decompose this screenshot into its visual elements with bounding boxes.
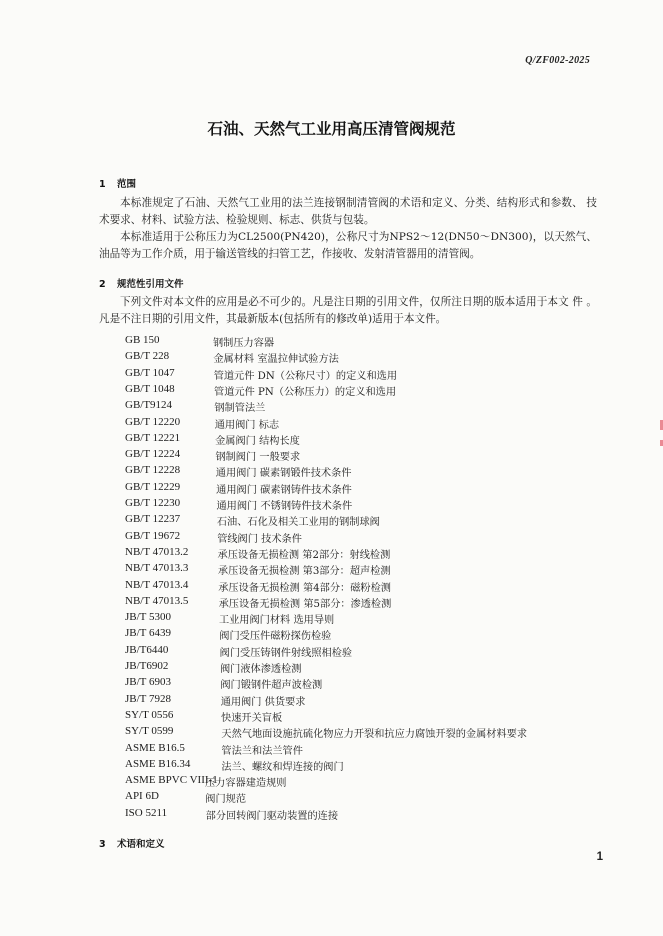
- reference-code: GB/T 12229: [125, 480, 181, 493]
- reference-title: 通用阀门 碳素钢铸件技术条件: [216, 484, 352, 496]
- reference-title: 阀门规范: [205, 794, 247, 806]
- reference-title: 管法兰和法兰管件: [221, 745, 303, 757]
- section-number: 3: [99, 839, 106, 850]
- reference-code: GB/T 12221: [125, 431, 181, 444]
- section-number: 1: [99, 179, 106, 190]
- reference-code: GB/T 12224: [125, 448, 181, 461]
- reference-title: 阀门液体渗透检测: [220, 664, 302, 675]
- reference-code: NB/T 47013.2: [125, 545, 189, 558]
- section-heading-scope: [99, 176, 136, 190]
- reference-title: 管道元件 DN（公称尺寸）的定义和选用: [213, 370, 398, 382]
- reference-title: 压力容器建造规则: [205, 778, 287, 790]
- reference-title: 承压设备无损检测 第3部分：超声检测: [217, 566, 391, 578]
- reference-code: JB/T 6903: [125, 676, 171, 689]
- reference-title: 通用阀门 不锈钢铸件技术条件: [216, 501, 353, 512]
- scope-paragraph-1: 本标准规定了石油、天然气工业用的法兰连接钢制清管阀的术语和定义、分类、结构形式和参数、 技术要求、材料、试验方法、检验规则、标志、供货与包装。: [99, 197, 597, 226]
- reference-title: 阀门受压铸钢件射线照相检验: [219, 647, 353, 659]
- reference-code: JB/T 5300: [125, 611, 171, 624]
- reference-code: JB/T6440: [125, 643, 169, 656]
- normative-intro: 下列文件对本文件的应用是必不可少的。凡是注日期的引用文件，仅所注日期的版本适用于本文 件 。凡是不注日期的引用文件，其最新版本(包括所有的修改单)适用于本文件。: [99, 296, 597, 325]
- reference-title: 金属材料 室温拉伸试验方法: [213, 354, 339, 366]
- document-id: Q/ZF002-2025: [525, 55, 590, 66]
- reference-title: 钢制管法兰: [214, 403, 266, 415]
- reference-code: GB/T 1048: [125, 382, 175, 395]
- reference-code: JB/T 7928: [125, 692, 171, 705]
- document-title: 石油、天然气工业用高压清管阀规范: [207, 120, 456, 138]
- reference-title: 钢制压力容器: [213, 338, 275, 349]
- reference-code: SY/T 0556: [125, 708, 174, 721]
- reference-code: GB/T 12230: [125, 497, 181, 509]
- reference-title: 承压设备无损检测 第4部分：磁粉检测: [218, 582, 391, 594]
- reference-title: 天然气地面设施抗硫化物应力开裂和抗应力腐蚀开裂的金属材料要求: [221, 729, 528, 741]
- reference-title: 通用阀门 标志: [214, 419, 280, 431]
- reference-title: 通用阀门 供货要求: [220, 696, 306, 708]
- reference-title: 工业用阀门材料 选用导则: [218, 615, 335, 627]
- reference-title: 金属阀门 结构长度: [215, 435, 300, 447]
- reference-title: 管线阀门 技术条件: [217, 533, 302, 545]
- reference-code: ISO 5211: [125, 806, 168, 819]
- scope-paragraph-2: 本标准适用于公称压力为CL2500(PN420)，公称尺寸为NPS2～12(DN50～DN300)，以天然气、油品等为工作介质，用于输送管线的扫管工艺，作接收、发射清管器用的清管阀。: [99, 231, 597, 260]
- reference-title: 法兰、螺纹和焊连接的阀门: [221, 761, 344, 773]
- reference-title: 阀门受压件磁粉探伤检验: [219, 631, 332, 643]
- reference-code: GB/T 12228: [125, 464, 181, 477]
- reference-code: GB/T 12237: [125, 513, 181, 526]
- reference-code: NB/T 47013.4: [125, 578, 189, 591]
- reference-code: GB/T 19672: [125, 529, 181, 542]
- reference-code: JB/T 6439: [125, 627, 171, 640]
- section-heading-normative: [99, 276, 184, 290]
- reference-title: 钢制阀门 一般要求: [215, 452, 301, 464]
- section-heading-terms: [99, 836, 165, 850]
- reference-code: SY/T 0599: [125, 725, 174, 738]
- section-title: 术语和定义: [117, 839, 165, 850]
- reference-code: ASME BPVC VIII-1: [125, 774, 218, 787]
- reference-title: 阀门锻钢件超声波检测: [220, 680, 323, 692]
- reference-code: GB/T 228: [125, 350, 170, 363]
- reference-title: 石油、石化及相关工业用的钢制球阀: [216, 517, 380, 529]
- reference-title: 部分回转阀门驱动装置的连接: [205, 810, 339, 822]
- reference-code: NB/T 47013.3: [125, 562, 189, 575]
- reference-code: ASME B16.5: [125, 741, 185, 754]
- section-number: 2: [99, 279, 106, 290]
- reference-title: 承压设备无损检测 第5部分：渗透检测: [218, 598, 392, 610]
- section-title: 范围: [117, 179, 137, 190]
- reference-code: JB/T6902: [125, 660, 169, 672]
- reference-code: GB/T 1047: [125, 366, 175, 379]
- section-title: 规范性引用文件: [117, 279, 184, 290]
- reference-title: 承压设备无损检测 第2部分：射线检测: [217, 549, 391, 561]
- reference-code: API 6D: [125, 790, 159, 803]
- reference-code: NB/T 47013.5: [125, 594, 189, 607]
- reference-code: GB 150: [125, 334, 160, 346]
- reference-title: 快速开关盲板: [221, 712, 283, 724]
- reference-title: 管道元件 PN（公称压力）的定义和选用: [214, 386, 397, 398]
- reference-code: GB/T9124: [125, 399, 173, 412]
- reference-title: 通用阀门 碳素钢锻件技术条件: [215, 468, 352, 480]
- page-number: 1: [596, 851, 603, 863]
- reference-code: ASME B16.34: [125, 757, 191, 770]
- reference-code: GB/T 12220: [125, 415, 181, 428]
